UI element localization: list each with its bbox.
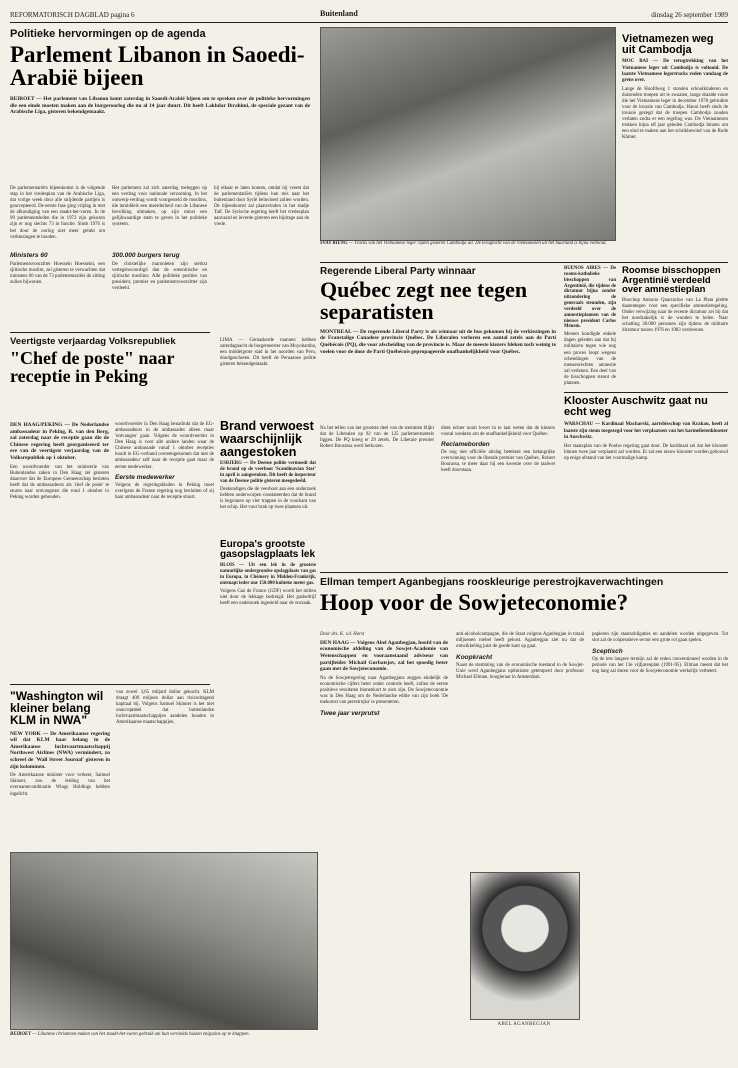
header-date: dinsdag 26 september 1989 <box>651 11 728 19</box>
kicker: Ellman tempert Aganbegjans rooskleurige perestrojkaverwachtingen <box>320 576 664 588</box>
photo-aganbegjan <box>470 872 580 1020</box>
header-paper: REFORMATORISCH DAGBLAD pagina 6 <box>10 11 135 19</box>
text: De parlementariërs bijeenkomst is de volgende stap in het vredesplan van de Arabische Liga, dat vorige week door alle strijdende partijen is geaccepteerd. De eerste fase ging vrijdag in met de afkondiging van een staakt-het-vuren. In de 99 parlementsleden die in 1972 zijn gekozen zijn er nog slechts 73 in functie. Sinds 1976 is het door de oorlog niet meer gelukt om verkiezingen te houden. <box>10 186 105 240</box>
body: Bisschop Antonio Quarracino van La Plata pleitte daarentegen voor een specifieke amnestieregeling. Onder verwijzing naar de recente dictatuur zei hij dat het noodzakelijk is de wonden te helen. Naar schatting 30.000 personen zijn tijdens de militaire dictatuur tussen 1976 en 1983 verdwenen. <box>622 298 728 334</box>
photo-beirut <box>10 852 318 1030</box>
lead: BEIROET — Het parlement van Libanon komt zaterdag in Saoedi-Arabië bijeen om te spreken over de politieke hervormingen die een einde moeten maken aan de burgeroorlog die nu al 14 jaar duurt. Dit heeft Lakhdar Ibrahimi, de speciale gezant van de Arabische Liga, gisteren bekendgemaakt. <box>10 95 310 116</box>
text-b: Naast de stemming van de economische toestand in de Sowjet-Unie werd Aganbegjans optimisme getemperd door professor Michael Ellman, hoogleraar in Amsterdam. <box>456 663 584 681</box>
lebanon-col2b: De christelijke maronieten zijn sterkst vertegenwoordigd dan de soennitische en sjiitische moslims. Alle politieke posities van president, premier en parlementsvoorzitter zijn verdeeld. <box>112 262 207 292</box>
article-lebanon <box>10 28 310 250</box>
article-buenos-aires <box>564 266 616 386</box>
lead: WARSCHAU — Kardinaal Macharski, aartsbisschop van Krakau, heeft al laatste zijn steun toegezegd voor het verplaatsen van het karmelietenklooster in Auschwitz. <box>564 422 728 440</box>
body-col-2 <box>112 186 207 229</box>
body-col-1 <box>10 186 105 241</box>
lead: BUENOS AIRES — De rooms-katholieke bisschoppen van Argentinië, die tijdens de dictatuur bijna zonder uitzondering de generaals steunden, zijn verdeeld over de amnestieplannen van de nieuwe president Carlos Menem. <box>564 266 616 330</box>
body-col-1 <box>10 422 109 501</box>
article-cambodia <box>622 34 728 142</box>
article-klm <box>10 690 215 842</box>
text: woordvoerder in Den Haag benadrukt dat de EG-ambassadeurs in de ambassades alleen maar 'ontvangen' gaan. Volgens de woordvoerder in Den Haag is voor alle andere landen waar de Chinese ambassade vanaf 1 oktober recepties houdt in EG-verband overeengekomen dat niet de ambassadeur zelf naar de receptie gaat maar de eerste medewerker. <box>115 422 214 470</box>
photo-caption-cambodia <box>320 241 614 247</box>
body: Lange de Hoofdweg 1 stonden schoolkinderen en duizenden troepen uit te zwaaien, lange draaide route die het Vietnamese leger in december 1978 gebruikte voor de invasie van Cambodja. Hanoi heeft sinds de invasie gezegd dat de troepen Cambodja zouden verlaten zodra er een regeling was. De Vietnamezen trokken bijna elf jaar geleden Cambodja binnen om een eind te maken aan het schrikbewind van de Rode Khmer. <box>622 86 728 141</box>
headline: Hoop voor de Sowjeteconomie? <box>320 590 629 615</box>
headline: "Chef de poste" naar receptie in Peking <box>10 348 175 387</box>
headline: Roomse bisschoppen Argentinië verdeeld over amnestieplan <box>622 265 721 296</box>
text: Het parlement zal zich zaterdag toeleggen op een verdrag voor nationale verzoening. In het ontwerp-verdrag wordt voorgesteld de moslims, die inmiddels een meerderheid van de Libanese bevolking uitmaken, op zijn minst een gelijkwaardige stem te geven in het politieke systeem. <box>112 186 207 228</box>
subhead: Koopkracht <box>456 654 493 662</box>
headline: Klooster Auschwitz gaat nu echt weg <box>564 395 708 419</box>
byline: Door drs. K. v.d. Horst <box>320 632 365 637</box>
divider <box>10 684 210 685</box>
body-col-1: Na het tellen van het grootste deel van de stemmen blijkt dat de Liberalen op 92 van de 125 parlementszetels liggen. De PQ kreeg er 29 zetels. De Liberale premier Robert Bourassa werd herkozen. <box>320 426 434 450</box>
body-col-2 <box>441 426 555 474</box>
caption-place: SVAY RIENG <box>320 241 348 246</box>
divider <box>320 262 728 263</box>
lead: MONTREAL — De regerende Liberal Party is als winnaar uit de bus gekomen bij de verkiezingen in de Franstalige Canadese provincie Québec. De Liberalen verloren een aantal zetels aan de Parti Québécois (PQ), die voor afscheiding van de provincie is. Maar de meeste kiezers bleken toch weinig te voelen voor de door de Parti Québécois gepropageerde onafhankelijkheid voor Québec. <box>320 328 556 355</box>
kicker: Regerende Liberal Party winnaar <box>320 266 476 277</box>
divider <box>10 332 210 333</box>
body: Deskundigen die de veerboot aan een onderzoek hebben onderworpen constateerden dat de brand is begonnen op vier trappen in de voorkant van het schip. Het vuur brak op twee plaatsen uit. <box>220 486 316 510</box>
subhead: Sceptisch <box>592 648 623 656</box>
lead: DEN HAAG — Volgens Abel Aganbegjan, hoofd van de economische afdeling van de Sowjet-Academie van Wetenschappen en vooraanstaand adviseur van partijleider Michail Gorbatsjov, zal het spoedig beter gaan met de Sowjeteconomie. <box>320 639 448 673</box>
subhead: Eerste medewerker <box>115 473 175 481</box>
text: dient echter nooit lower in te laat weten dat de kiezers vooral wenkten om de onafhankelijkheid voor Québec. <box>441 426 555 438</box>
caption-text: — Libanese christenen maken van het staakt-het-vuren gebruik om hun vernielde huizen enigszins op te knappen. <box>32 1032 250 1037</box>
body: De Amerikaanse minister voor verkeer, Samuel Skinner, zou de leiding van het overnamecombinatie Wings Holdings hebben ingelicht. <box>10 773 110 797</box>
subhead: Twee jaar verprutst <box>320 710 380 718</box>
kicker: Veertigste verjaardag Volksrepubliek <box>10 336 176 347</box>
col-3 <box>592 632 728 675</box>
text-b: Op de iets langere termijn zal de reden conventioneel worden in de periode van het 13e vijfjarenplan (1991-95). Ellman meent dat het nog lang zal duren voor de Sowjeteconomie werkelijk verbetert. <box>592 657 728 675</box>
col-1 <box>320 632 448 717</box>
kicker: Politieke hervormingen op de agenda <box>10 28 206 40</box>
text-b: De nog niet officiële uitslag betekent een belangrijke overwinning voor de liberale premier van Québec, Robert Bourassa, te meer daar hij een kwestie over de taalwet heeft doorstaan. <box>441 450 555 474</box>
body-col-2 <box>115 422 214 501</box>
lead: DEN HAAG/PEKING — De Nederlandse ambassadeur in Peking, R. van den Berg, zal zaterdag naar de receptie gaan die de Chinese regering heeft georganiseerd ter ere van de veertigste verjaardag van de Volksrepubliek op 1 oktober. <box>10 422 109 461</box>
body: Het staatsplan van de Poolse regering gaat door. De kardinaal zei dat het klooster binnen twee jaar verplaatst zal worden. Er zal een nieuw klooster worden gebouwd op enige afstand van het voormalige kamp. <box>564 443 728 461</box>
text: papieren zijn staatsobligaties en aandelen worden uitgegeven. Tot slot zal de coöperatieve sector een grote rol gaan spelen. <box>592 632 728 644</box>
lead: NEW YORK — De Amerikaanse regering wil dat KLM haar belang in de Amerikaanse luchtvaartmaatschappij Northwest Airlines (NWA) vermindert, zo schreef de 'Wall Street Journal' gisteren in zijn kolommen. <box>10 730 110 770</box>
lebanon-col1b: Parlementsvoorzitter Hoessein Hoesseini, een sjiitische moslim, zei gisteren te verwachten dat minstens 60 van de 73 parlementariërs de zitting zullen bijwonen. <box>10 262 105 286</box>
article-china <box>10 336 215 576</box>
lebanon-sub-ministers: Ministers 60 <box>10 252 48 259</box>
headline: Vietnamezen weg uit Cambodja <box>622 33 714 57</box>
headline: Québec zegt nee tegen separatisten <box>320 277 528 325</box>
text: bij elkaar te laten komen, omdat hij vreest dat de parlementariërs tijdens hun reis naar het buitenland door Syrië beïnvloed zullen worden. De bijeenkomst zal plaatsvinden in het stadje Taif. De Syrische regering heeft het vredesplan aanvaard en leverde gisteren een bijdrage aan de vrede. <box>214 186 309 228</box>
headline: Parlement Libanon in Saoedi-Arabië bijeen <box>10 42 305 91</box>
article-quebec <box>320 266 556 566</box>
divider <box>564 392 728 393</box>
text: Na de Sowjetregering naar Aganbegjans zeggen eindelijk de economische cijfers beter onder controle heeft, zullen de eerste positieve resultaten binnenkort te zien zijn. De Sowjeteconomie was in Den Haag om de Nederlandse editie van zijn boek 'De toekomst van perestrojka' te presenteren. <box>320 675 448 706</box>
body-col-2: van zowel 3,65 miljard dollar gekocht. KLM draagt 400 miljoen dollar aan risicodragend kapitaal bij. Volgens Samuel Skinner is het niet onacceptabel dat buitenlandse luchtvaartmaatschappijen aandelen houden in Amerikaanse maatschappijen. <box>116 690 214 726</box>
col-2 <box>456 632 584 681</box>
article-roomse <box>622 266 728 335</box>
lebanon-sub-burgers: 300.000 burgers terug <box>112 252 180 259</box>
article-gas <box>220 540 316 607</box>
photo-caption-beirut <box>10 1032 316 1038</box>
photo-caption-aganbegjan: ABEL AGANBEGJAN <box>497 1022 551 1027</box>
article-auschwitz <box>564 396 728 566</box>
divider <box>320 572 728 573</box>
headline: Europa's grootste gasopslagplaats lek <box>220 539 316 561</box>
headline: Brand verwoest waarschijnlijk aangestoken <box>220 419 314 459</box>
lead: ESBJERG — De Deense politie vermoedt dat de brand op de veerboot 'Scandinavian Star' in april is aangestoken. Dit heeft de inspecteur van de Deense politie gisteren meegedeeld. <box>220 461 316 484</box>
text: Een woordvoerder van het ministerie van Buitenlandse zaken in Den Haag zei gisteren daarover dat de Europese Gemeenschap besloten heeft dat de ambassadeurs als 'chef de poste' te sturen naar ontvangsten die rond 1 oktober in Peking worden gehouden. <box>10 464 109 500</box>
caption-text: — Tracks van het Vietnamese leger rijden gisteren Cambodja uit. De terugtocht van de Vietnamezen uit het buurland is bijna voltooid. <box>348 241 607 246</box>
article-brand <box>220 420 316 511</box>
body-col-3 <box>214 186 309 229</box>
lead: BLOIS — Uit een lek in de grootste natuurlijke ondergrondse opslagplaats van gas in Europa, in Chémery in Midden-Frankrijk, ontsnapt ieder uur 150.000 kubieke meter gas. <box>220 563 316 586</box>
lead: MOC BAI — De terugtrekking van het Vietnamese leger uit Cambodja is voltooid. De laatste Vietnamese legertrucks reden vandaag de grens over. <box>622 59 728 83</box>
headline: "Washington wil kleiner belang KLM in NWA" <box>10 689 104 728</box>
article-sowjet <box>320 576 728 1056</box>
subhead: Reclameborden <box>441 441 490 449</box>
photo-cambodia-trucks <box>320 27 616 241</box>
text-b: Volgens de regeringsbladen in Peking moet overigens de Franse regering nog besluiten of zij haar ambassadeur naar de receptie stuurt. <box>115 482 214 500</box>
article-lima: LIMA — Gemaskerde mannen hebben zaterdagnacht de burgemeester van Moyobamba, een middelgrote stad in het noorden van Peru, doodgeschoten. Dit heeft de Peruaanse politie gisteren bekendgemaakt. <box>220 338 316 368</box>
header-section: Buitenland <box>320 9 358 18</box>
text: anti-alcoholcampagne, die de Staat volgens Aganbegjan in totaal miljoenen roebel heeft gekost. Aganbegjan ziet nu dat de ontwikkeling juist de goede kant op gaat. <box>456 632 584 650</box>
body: Volgens Gaz de France (GDF) wordt het milieu niet door de lekkage bedreigd. Het gasbedrijf heeft een onderzoek ingesteld naar de oorzaak. <box>220 588 316 606</box>
caption-place: BEIROET <box>10 1032 32 1037</box>
body: Menem kondigde enkele dagen geleden aan dat hij militairen tegen wie nog een proces loopt wegens schendingen van de mensenrechten amnestie zal verlenen. Een deel van de bisschoppen steunt de plannen. <box>564 332 616 386</box>
page-header <box>10 8 728 23</box>
